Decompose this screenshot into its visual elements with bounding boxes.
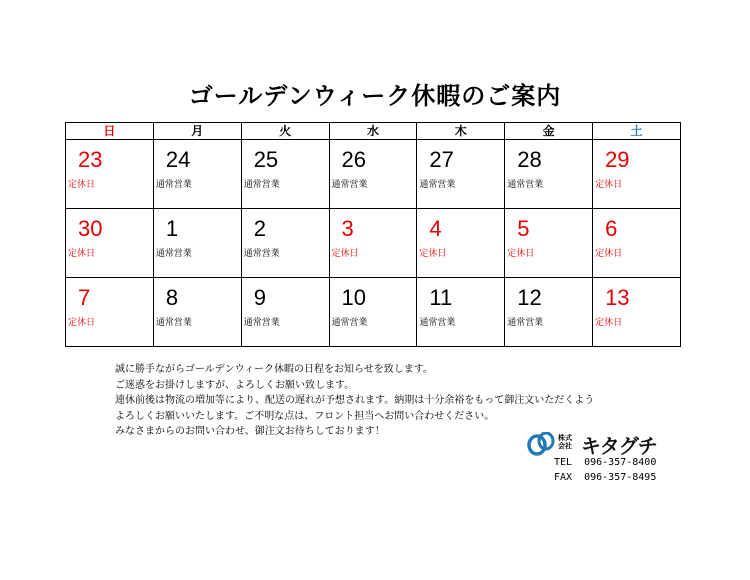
day-status: 通常営業: [507, 180, 544, 190]
calendar-day-cell: [241, 278, 329, 347]
calendar-day-cell: [66, 209, 154, 278]
day-status: 定休日: [595, 180, 623, 190]
weekday-header: 金: [505, 123, 593, 140]
day-status: 定休日: [507, 249, 535, 259]
weekday-header: 日: [66, 123, 154, 140]
day-status: 通常営業: [155, 318, 192, 328]
day-status: 通常営業: [419, 318, 456, 328]
day-status: 定休日: [68, 318, 96, 328]
tel-number: TEL 096-357-8400: [554, 457, 657, 468]
day-status: 通常営業: [155, 180, 192, 190]
day-number: 28: [517, 147, 542, 172]
day-number: 9: [253, 285, 266, 310]
day-number: 8: [165, 285, 179, 310]
calendar-day-cell: [505, 140, 593, 209]
weekday-header: 火: [241, 123, 329, 140]
notice-line: よろしくお願いいたします。ご不明な点は、フロント担当へお問い合わせください。: [115, 410, 495, 422]
day-status: 通常営業: [507, 318, 544, 328]
day-number: 11: [429, 285, 453, 310]
weekday-header: 木: [417, 123, 505, 140]
day-status: 定休日: [595, 249, 623, 259]
notice-line: みなさまからのお問い合わせ、御注文お待ちしております！: [115, 426, 385, 437]
calendar-day-cell: [505, 209, 593, 278]
calendar-day-cell: [593, 278, 681, 347]
weekday-header: 月: [153, 123, 241, 140]
day-number: 23: [78, 147, 103, 172]
day-status: 通常営業: [243, 318, 280, 328]
weekday-header: 水: [329, 123, 417, 140]
day-number: 10: [341, 285, 367, 310]
day-number: 5: [517, 216, 530, 241]
day-number: 3: [341, 216, 354, 241]
calendar-day-cell: [417, 140, 505, 209]
calendar-day-cell: [593, 140, 681, 209]
day-status: 通常営業: [243, 180, 280, 190]
notice-text: [115, 362, 715, 440]
day-status: 通常営業: [331, 318, 368, 328]
day-status: 通常営業: [331, 180, 368, 190]
day-number: 26: [341, 147, 367, 172]
day-number: 13: [605, 285, 630, 310]
day-number: 4: [429, 216, 442, 241]
day-status: 通常営業: [243, 249, 280, 259]
day-number: 6: [605, 216, 618, 241]
calendar-week-row: [66, 278, 681, 347]
page-title: ゴールデンウィーク休暇のご案内: [188, 82, 562, 110]
notice-line: 誠に勝手ながらゴールデンウィーク休暇の日程をお知らせを致します。: [115, 364, 433, 375]
company-type-label: 株式会社: [558, 434, 572, 450]
day-status: 定休日: [331, 249, 359, 259]
day-status: 定休日: [68, 249, 96, 259]
holiday-calendar: [65, 122, 681, 347]
day-number: 7: [78, 285, 91, 310]
day-number: 12: [517, 285, 542, 310]
calendar-day-cell: [66, 278, 154, 347]
day-status: 通常営業: [155, 249, 192, 259]
day-status: 定休日: [419, 249, 447, 259]
day-number: 25: [253, 147, 279, 172]
notice-line: ご迷惑をお掛けしますが、よろしくお願い致します。: [115, 379, 355, 391]
day-status: 定休日: [68, 180, 96, 190]
calendar-day-cell: [153, 278, 241, 347]
calendar-day-cell: [241, 209, 329, 278]
weekday-header-row: [66, 123, 681, 140]
calendar-week-row: [66, 140, 681, 209]
contact-info: [554, 455, 656, 485]
day-number: 1: [165, 216, 179, 241]
calendar-week-row: [66, 209, 681, 278]
calendar-body: [66, 140, 681, 347]
calendar-day-cell: [329, 209, 417, 278]
logo-rings-icon: [527, 432, 557, 456]
calendar-day-cell: [329, 278, 417, 347]
day-number: 27: [429, 147, 454, 172]
calendar-day-cell: [153, 140, 241, 209]
day-number: 24: [165, 147, 191, 172]
calendar-day-cell: [417, 278, 505, 347]
weekday-header: 土: [593, 123, 681, 140]
day-number: 30: [78, 216, 103, 241]
calendar-day-cell: [417, 209, 505, 278]
notice-line: 連休前後は物流の増加等により、配送の遅れが予想されます。納期は十分余裕をもって御注文いただくよう: [115, 395, 595, 406]
calendar-day-cell: [241, 140, 329, 209]
day-number: 2: [253, 216, 266, 241]
calendar-day-cell: [66, 140, 154, 209]
day-status: 定休日: [595, 318, 623, 328]
day-status: 通常営業: [419, 180, 456, 190]
day-number: 29: [605, 147, 630, 172]
fax-number: FAX 096-357-8495: [554, 472, 657, 483]
company-name: キタグチ: [581, 434, 657, 458]
calendar-day-cell: [329, 140, 417, 209]
calendar-day-cell: [505, 278, 593, 347]
calendar-day-cell: [593, 209, 681, 278]
calendar-day-cell: [153, 209, 241, 278]
